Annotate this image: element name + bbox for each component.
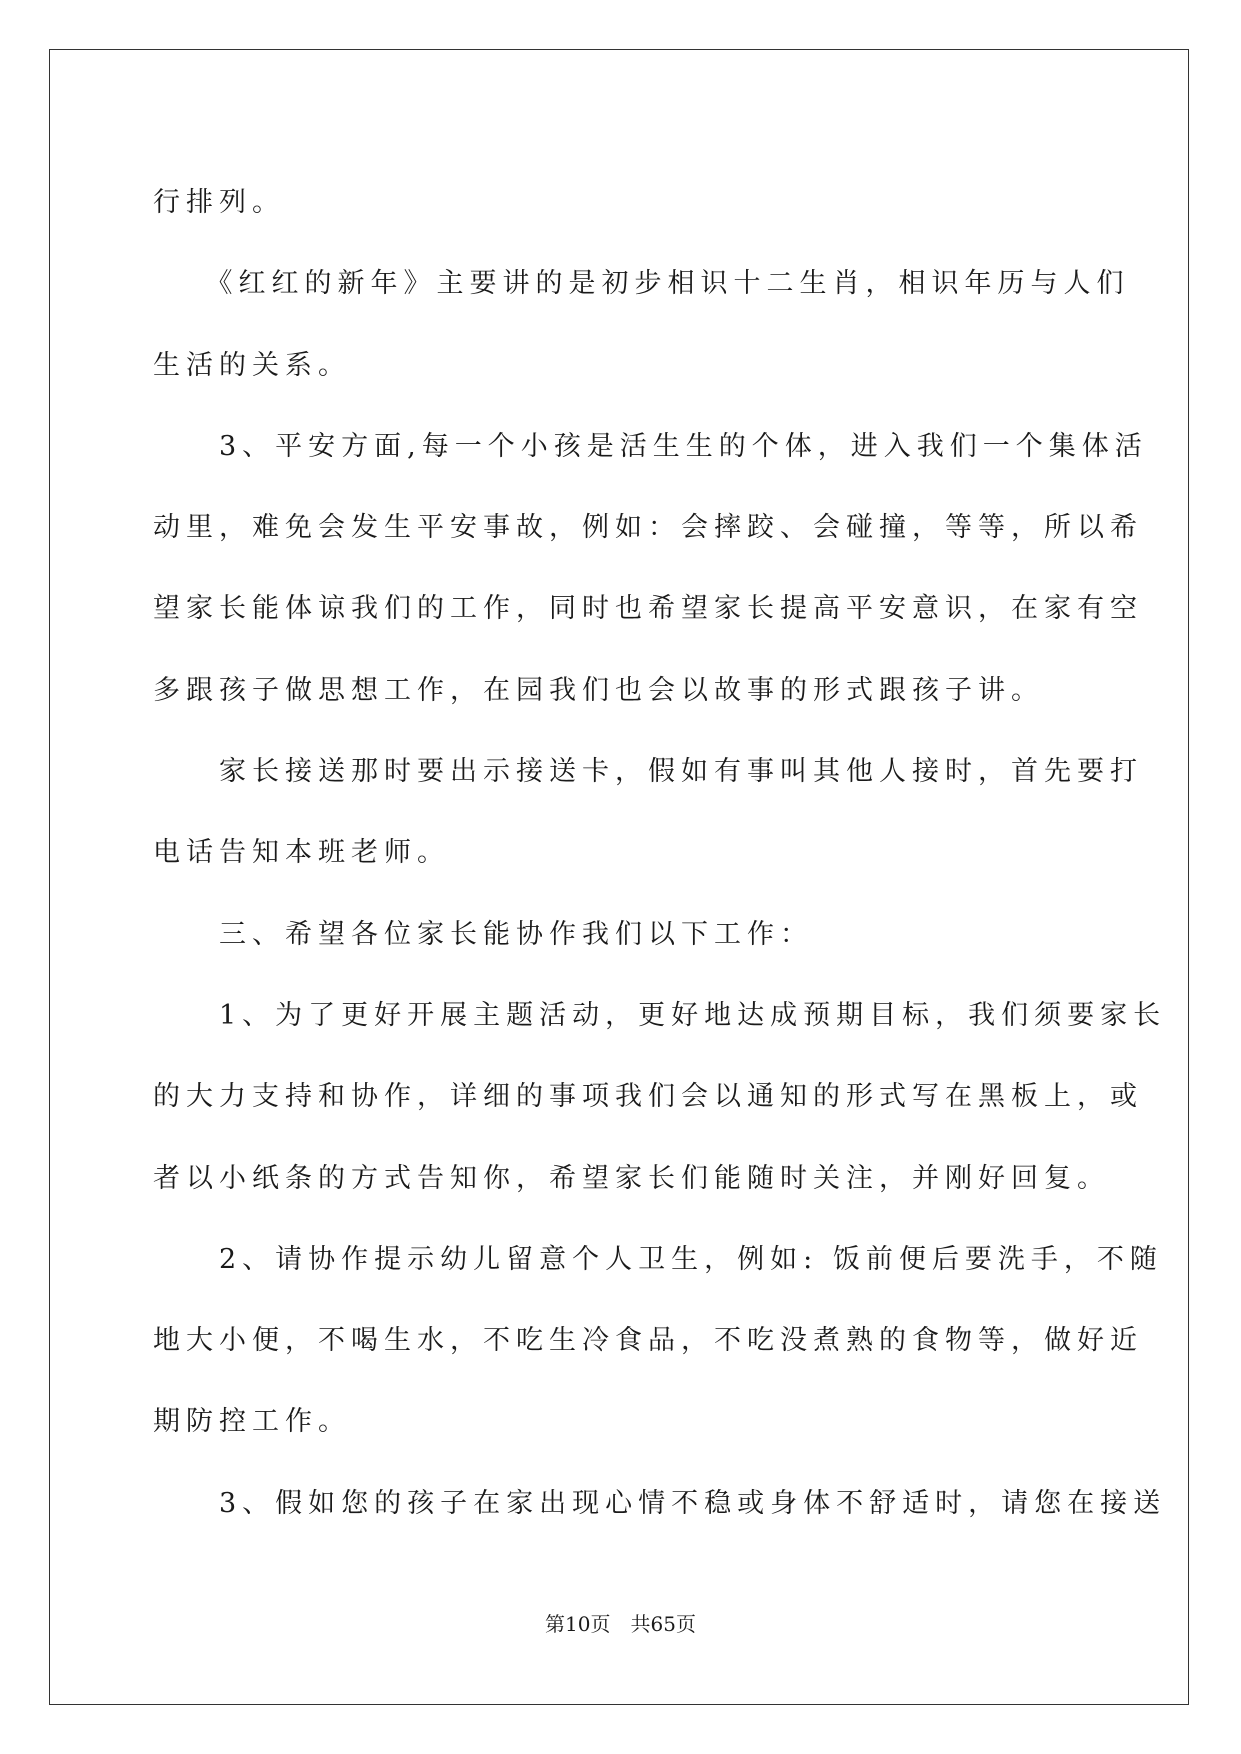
text-line: 多跟孩子做思想工作，在园我们也会以故事的形式跟孩子讲。: [153, 674, 1044, 706]
document-body: [153, 162, 1167, 1544]
page-footer: [0, 1611, 1241, 1637]
text-line: 家长接送那时要出示接送卡，假如有事叫其他人接时，首先要打: [153, 756, 1143, 788]
text-line: 三、希望各位家长能协作我们以下工作：: [153, 918, 813, 950]
text-line: 的大力支持和协作，详细的事项我们会以通知的形式写在黑板上，或: [153, 1081, 1143, 1113]
page-number: 第10页: [545, 1612, 611, 1636]
text-line: 生活的关系。: [153, 349, 351, 381]
page-total: 共65页: [630, 1612, 696, 1636]
text-line: 2、请协作提示幼儿留意个人卫生，例如: 饭前便后要洗手，不随: [153, 1243, 1163, 1275]
text-line: 3、平安方面,每一个小孩是活生生的个体，进入我们一个集体活: [153, 430, 1148, 462]
text-line: 电话告知本班老师。: [153, 837, 450, 869]
text-line: 3、假如您的孩子在家出现心情不稳或身体不舒适时，请您在接送: [153, 1487, 1167, 1519]
text-line: 望家长能体谅我们的工作，同时也希望家长提高平安意识，在家有空: [153, 593, 1143, 625]
text-line: 1、为了更好开展主题活动，更好地达成预期目标，我们须要家长: [153, 999, 1167, 1031]
text-line: 地大小便，不喝生水，不吃生冷食品，不吃没煮熟的食物等，做好近: [153, 1325, 1143, 1357]
text-line: 动里，难免会发生平安事故，例如：会摔跤、会碰撞，等等，所以希: [153, 512, 1143, 544]
text-line: 《红红的新年》主要讲的是初步相识十二生肖，相识年历与人们: [153, 268, 1130, 300]
text-line: 行排列。: [153, 187, 285, 218]
text-line: 者以小纸条的方式告知你，希望家长们能随时关注，并刚好回复。: [153, 1162, 1110, 1194]
text-line: 期防控工作。: [153, 1406, 351, 1438]
